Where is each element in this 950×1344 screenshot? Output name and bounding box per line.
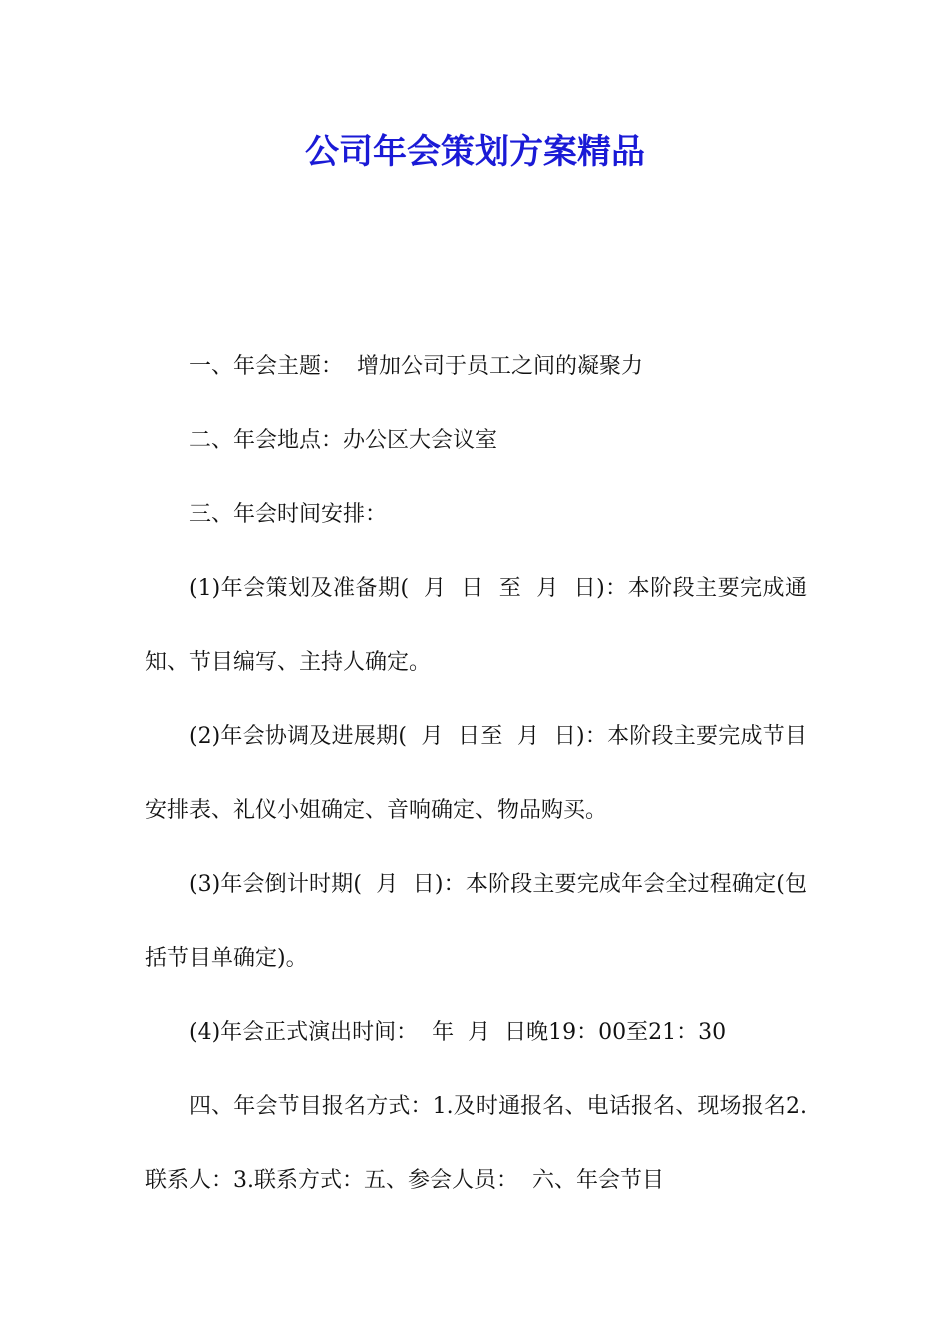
- paragraph-schedule-3: (3)年会倒计时期( 月 日)：本阶段主要完成年会全过程确定(包括节目单确定)。: [145, 872, 807, 971]
- paragraph-schedule-heading: 三、年会时间安排：: [189, 502, 388, 527]
- paragraph-schedule-1: (1)年会策划及准备期( 月 日 至 月 日)：本阶段主要完成通知、节目编写、主持人确定。: [145, 576, 807, 675]
- document-body: [145, 330, 807, 1218]
- paragraph-schedule-2: (2)年会协调及进展期( 月 日至 月 日)：本阶段主要完成节目安排表、礼仪小姐确定、音响确定、物品购买。: [145, 724, 807, 823]
- paragraph-schedule-4: (4)年会正式演出时间： 年 月 日晚19：00至21：30: [189, 1020, 727, 1045]
- paragraph-theme: 一、年会主题： 增加公司于员工之间的凝聚力: [189, 354, 643, 379]
- paragraph-location: 二、年会地点：办公区大会议室: [189, 428, 498, 453]
- document-title: 公司年会策划方案精品: [305, 132, 645, 172]
- paragraph-registration: 四、年会节目报名方式：1.及时通报名、电话报名、现场报名2.联系人：3.联系方式：五、参会人员： 六、年会节目: [145, 1094, 807, 1193]
